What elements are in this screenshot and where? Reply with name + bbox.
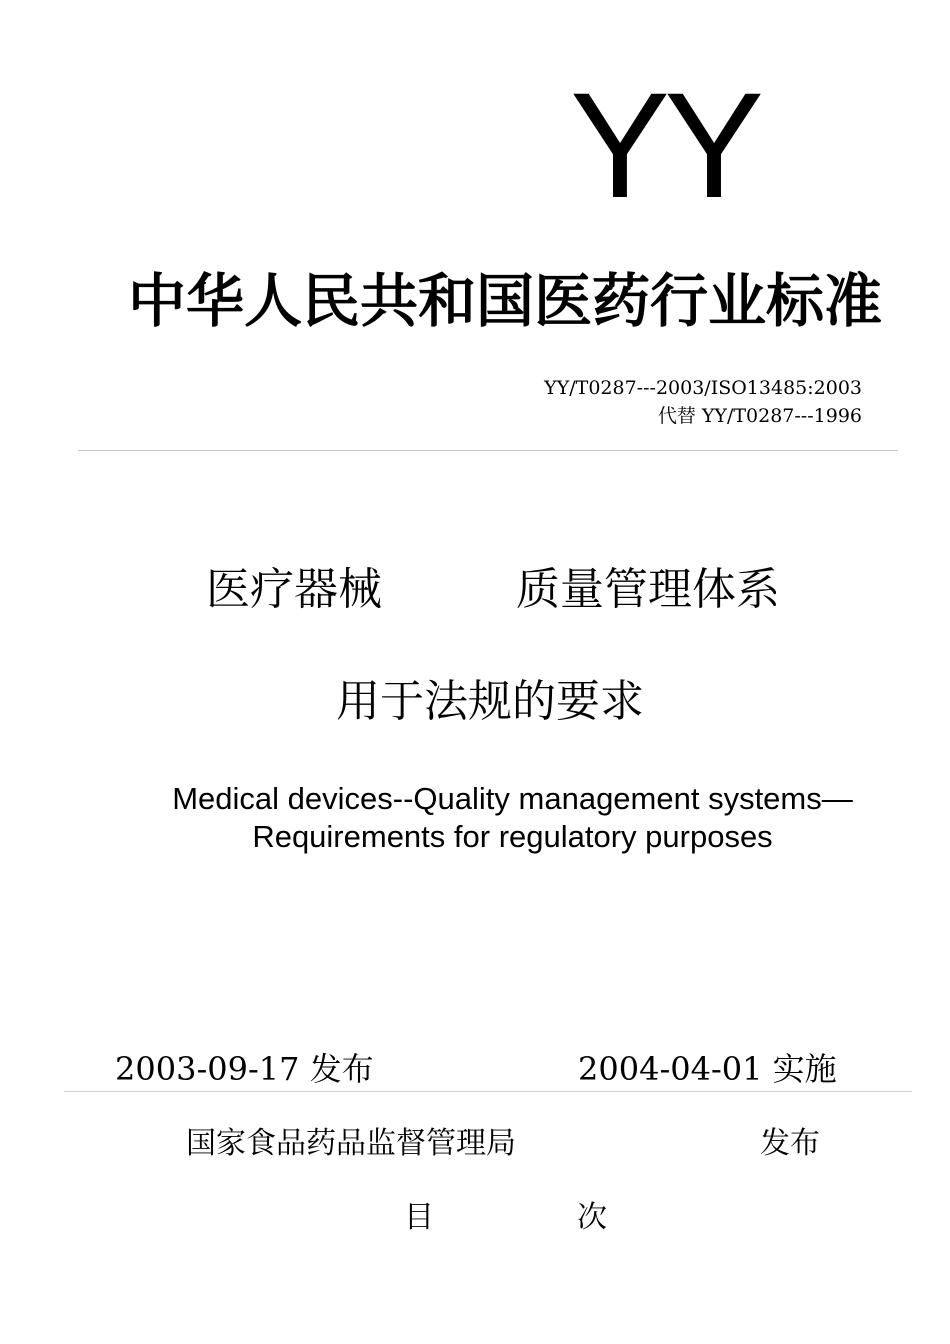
toc-heading-char2: 次 — [577, 1200, 607, 1235]
document-title-en-line1: Medical devices--Quality management systems— — [172, 781, 853, 816]
document-title-en — [90, 780, 935, 856]
replaces-standard: 代替 YY/T0287---1996 — [657, 405, 862, 427]
document-title-en-line2: Requirements for regulatory purposes — [252, 819, 773, 854]
document-subtitle-cn: 用于法规的要求 — [336, 676, 644, 727]
top-divider — [78, 450, 898, 451]
issuing-authority: 国家食品药品监督管理局 — [186, 1126, 516, 1161]
implementation-date: 2004-04-01 实施 — [578, 1050, 837, 1088]
publish-label: 发布 — [760, 1126, 820, 1161]
toc-heading-char1: 目 — [404, 1200, 434, 1235]
standard-code-mark: YY — [570, 61, 759, 229]
bottom-divider — [64, 1091, 912, 1092]
document-title-cn-part1: 医疗器械 — [206, 564, 382, 615]
document-title-cn-part2: 质量管理体系 — [516, 564, 780, 615]
issue-date: 2003-09-17 发布 — [115, 1050, 374, 1088]
standard-number: YY/T0287---2003/ISO13485:2003 — [544, 377, 862, 399]
standard-number-block — [544, 374, 862, 430]
standard-category-title: 中华人民共和国医药行业标准 — [128, 267, 883, 335]
